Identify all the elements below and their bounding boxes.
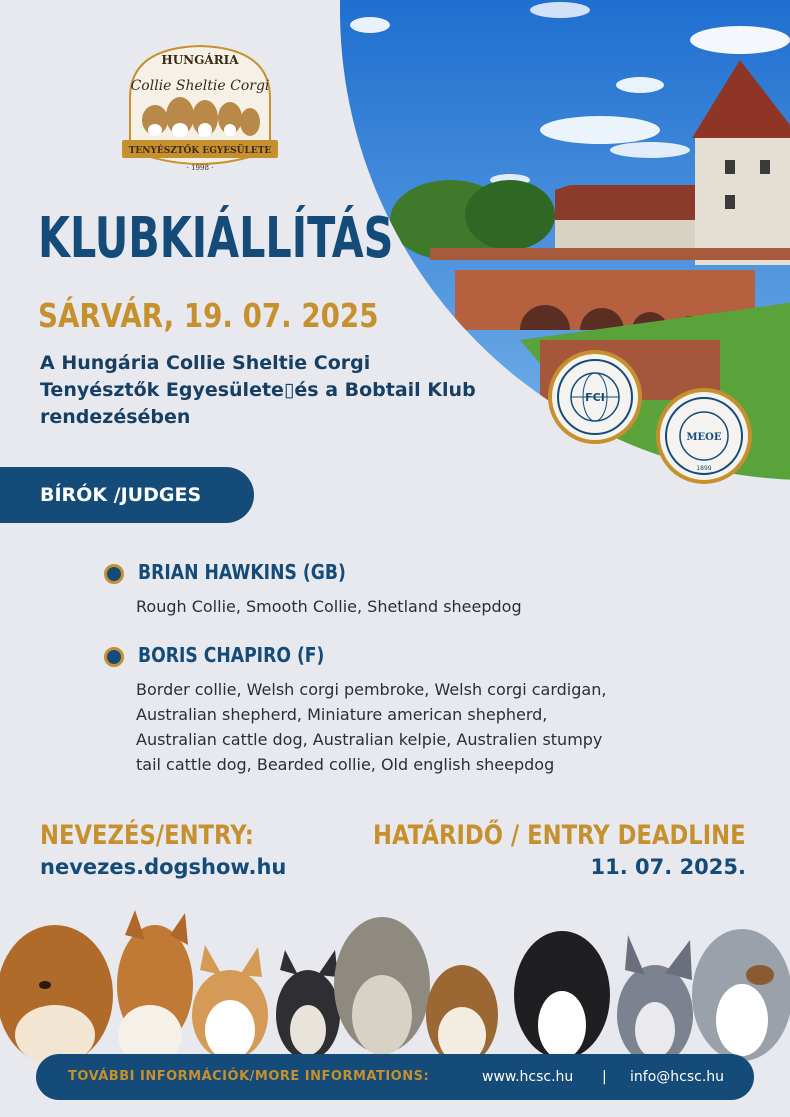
page-title: KLUBKIÁLLÍTÁS xyxy=(38,206,394,271)
organizer-line: A Hungária Collie Sheltie Corgi xyxy=(40,352,371,374)
judge-breeds xyxy=(136,677,696,777)
judges-heading: BÍRÓK /JUDGES xyxy=(0,467,254,523)
organizer-line: rendezésében xyxy=(40,406,191,428)
entry-label: NEVEZÉS/ENTRY: xyxy=(40,820,254,851)
organizer-text xyxy=(40,350,540,431)
entry-link[interactable]: nevezes.dogshow.hu xyxy=(40,855,287,879)
dogs-image xyxy=(0,905,790,1065)
bullet-icon xyxy=(104,647,124,667)
footer-separator: | xyxy=(602,1069,607,1085)
breed-line: Australian shepherd, Miniature american shepherd, xyxy=(136,705,548,724)
breed-line: Rough Collie, Smooth Collie, Shetland sheepdog xyxy=(136,597,522,616)
club-logo xyxy=(110,38,290,183)
judge-breeds xyxy=(136,594,696,619)
event-date: SÁRVÁR, 19. 07. 2025 xyxy=(38,296,379,335)
meoe-badge-year: 1899 xyxy=(696,465,712,472)
organizer-line: Tenyésztők Egyesülete▯és a Bobtail Klub xyxy=(40,379,476,401)
website-link[interactable]: www.hcsc.hu xyxy=(482,1069,574,1085)
email-link[interactable]: info@hcsc.hu xyxy=(630,1069,725,1085)
deadline-date: 11. 07. 2025. xyxy=(590,855,746,879)
breed-line: Border collie, Welsh corgi pembroke, Welsh corgi cardigan, xyxy=(136,680,607,699)
bullet-icon xyxy=(104,564,124,584)
footer-bar xyxy=(36,1054,754,1100)
fci-badge-text: FCI xyxy=(585,391,605,404)
meoe-badge xyxy=(656,388,752,484)
logo-ribbon-text: TENYÉSZTŐK EGYESÜLETE xyxy=(128,146,272,156)
meoe-badge-text: MEOE xyxy=(686,432,722,443)
logo-top-text: HUNGÁRIA xyxy=(161,53,239,67)
fci-badge xyxy=(548,350,642,444)
logo-year: · 1998 · xyxy=(186,164,214,172)
breed-line: tail cattle dog, Bearded collie, Old english sheepdog xyxy=(136,755,555,774)
judge-name: BRIAN HAWKINS (GB) xyxy=(138,560,346,584)
judge-name: BORIS CHAPIRO (F) xyxy=(138,643,325,667)
logo-script-text: Collie Sheltie Corgi xyxy=(130,78,270,94)
breed-line: Australian cattle dog, Australian kelpie, Australien stumpy xyxy=(136,730,603,749)
more-info-label: TOVÁBBI INFORMÁCIÓK/MORE INFORMATIONS: xyxy=(68,1069,430,1084)
deadline-label: HATÁRIDŐ / ENTRY DEADLINE xyxy=(373,820,746,851)
